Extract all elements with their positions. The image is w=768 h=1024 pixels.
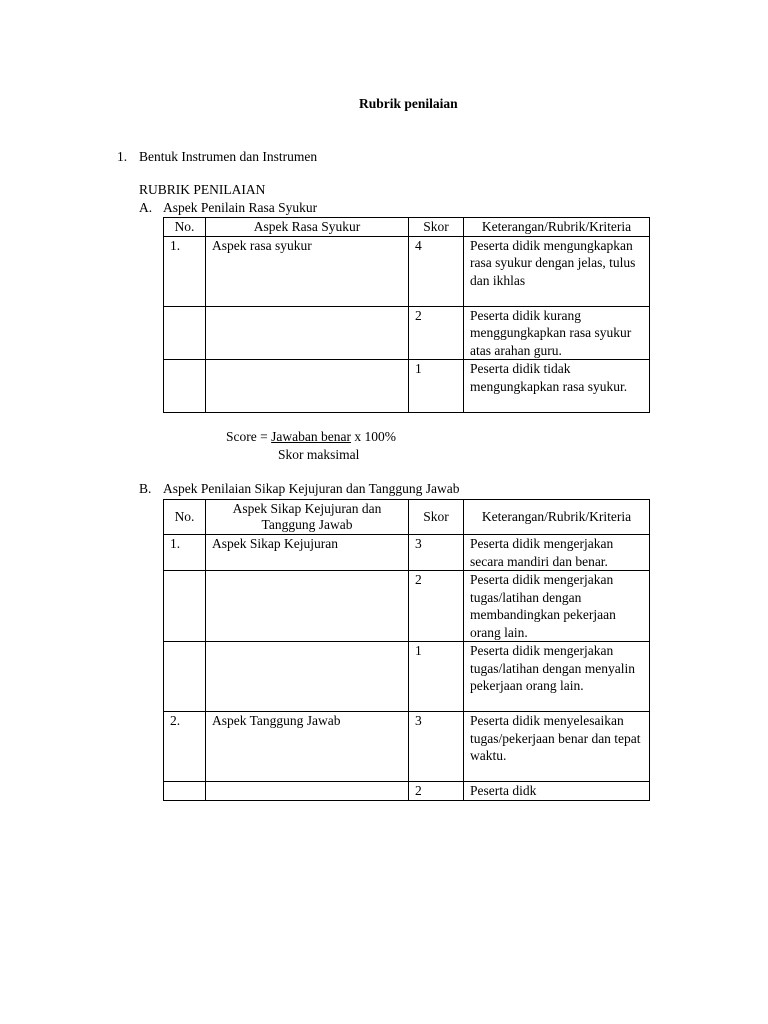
table-row — [164, 782, 650, 801]
row-score: 2 — [409, 306, 464, 360]
row-score: 1 — [409, 360, 464, 413]
row-no — [164, 782, 206, 801]
row-aspect: Aspek Sikap Kejujuran — [206, 535, 409, 571]
part-b-label: Aspek Penilaian Sikap Kejujuran dan Tanggung Jawab — [163, 481, 460, 496]
row-no — [164, 642, 206, 712]
row-score: 1 — [409, 642, 464, 712]
row-aspect — [206, 571, 409, 642]
row-criteria: Peserta didik mengerjakan tugas/latihan dengan membandingkan pekerjaan orang lain. — [464, 571, 650, 642]
rubric-table-b — [163, 499, 650, 801]
formula-prefix: Score = — [226, 429, 272, 444]
table-row — [164, 571, 650, 642]
rubric-table-a — [163, 217, 650, 413]
row-aspect — [206, 782, 409, 801]
row-aspect — [206, 360, 409, 413]
row-no: 1. — [164, 236, 206, 306]
row-score: 3 — [409, 712, 464, 782]
row-no — [164, 360, 206, 413]
row-aspect: Aspek rasa syukur — [206, 236, 409, 306]
row-criteria: Peserta didik kurang menggungkapkan rasa syukur atas arahan guru. — [464, 306, 650, 360]
row-score: 3 — [409, 535, 464, 571]
table-row — [164, 642, 650, 712]
page-title: Rubrik penilaian — [359, 96, 458, 111]
table-row — [164, 236, 650, 306]
row-no: 1. — [164, 535, 206, 571]
formula-denominator: Skor maksimal — [278, 447, 360, 462]
table-row — [164, 535, 650, 571]
row-criteria: Peserta didik menyelesaikan tugas/pekerjaan benar dan tepat waktu. — [464, 712, 650, 782]
row-no — [164, 571, 206, 642]
header-aspect: Aspek Sikap Kejujuran dan Tanggung Jawab — [206, 500, 409, 535]
row-criteria: Peserta didik mengungkapkan rasa syukur dengan jelas, tulus dan ikhlas — [464, 236, 650, 306]
row-score: 4 — [409, 236, 464, 306]
header-score: Skor — [409, 500, 464, 535]
section-label: Bentuk Instrumen dan Instrumen — [139, 149, 318, 164]
row-aspect: Aspek Tanggung Jawab — [206, 712, 409, 782]
row-no — [164, 306, 206, 360]
formula-suffix: x 100% — [350, 429, 396, 444]
table-header-row — [164, 500, 650, 535]
row-aspect — [206, 306, 409, 360]
row-criteria: Peserta didik mengerjakan tugas/latihan dengan menyalin pekerjaan orang lain. — [464, 642, 650, 712]
table-row — [164, 712, 650, 782]
table-header-row — [164, 218, 650, 237]
row-no: 2. — [164, 712, 206, 782]
row-score: 2 — [409, 571, 464, 642]
row-criteria: Peserta didik mengerjakan secara mandiri dan benar. — [464, 535, 650, 571]
formula-numerator: Jawaban benar — [271, 429, 351, 444]
row-score: 2 — [409, 782, 464, 801]
score-formula — [226, 428, 396, 445]
header-score: Skor — [409, 218, 464, 237]
part-a-label: Aspek Penilain Rasa Syukur — [163, 200, 318, 215]
row-criteria: Peserta didik tidak mengungkapkan rasa syukur. — [464, 360, 650, 413]
part-a-letter: A. — [139, 200, 153, 215]
header-no: No. — [164, 218, 206, 237]
header-no: No. — [164, 500, 206, 535]
part-b-letter: B. — [139, 481, 152, 496]
header-aspect: Aspek Rasa Syukur — [206, 218, 409, 237]
header-criteria: Keterangan/Rubrik/Kriteria — [464, 500, 650, 535]
section-number: 1. — [117, 149, 128, 164]
header-criteria: Keterangan/Rubrik/Kriteria — [464, 218, 650, 237]
rubric-heading: RUBRIK PENILAIAN — [139, 182, 266, 197]
table-row — [164, 360, 650, 413]
table-row — [164, 306, 650, 360]
row-aspect — [206, 642, 409, 712]
row-criteria: Peserta didk — [464, 782, 650, 801]
